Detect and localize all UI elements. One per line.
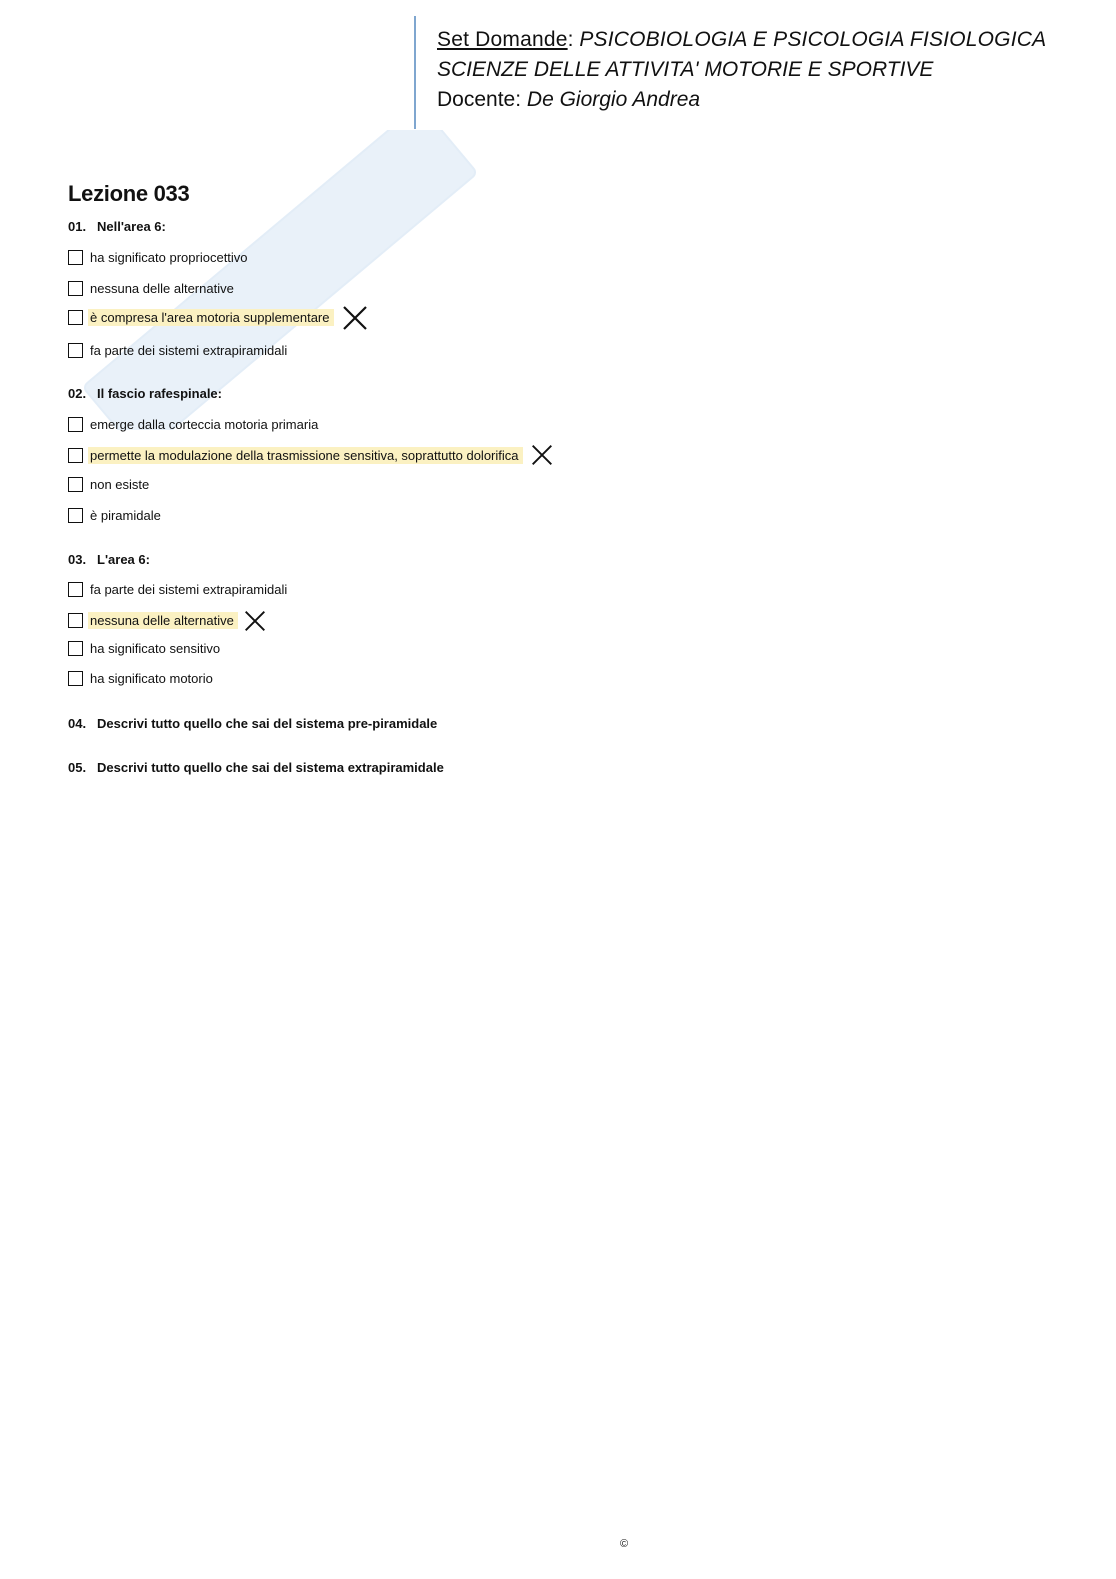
question-heading (68, 219, 166, 234)
option-label: emerge dalla corteccia motoria primaria (90, 416, 319, 432)
option-label: nessuna delle alternative (88, 612, 238, 629)
question-text: Il fascio rafespinale: (97, 386, 222, 401)
answer-option[interactable] (68, 247, 252, 267)
question-number: 02. (68, 386, 87, 401)
question-text: Descrivi tutto quello che sai del sistema extrapiramidale (97, 760, 444, 775)
option-label: ha significato propriocettivo (90, 249, 248, 265)
option-checkbox[interactable] (68, 582, 83, 597)
question-number: 03. (68, 552, 87, 567)
course-name: PSICOBIOLOGIA E PSICOLOGIA FISIOLOGICA (579, 28, 1047, 51)
cross-mark-icon (244, 610, 266, 632)
cross-mark-icon (531, 444, 553, 466)
docente-line (437, 85, 1046, 115)
option-checkbox[interactable] (68, 343, 83, 358)
option-checkbox[interactable] (68, 671, 83, 686)
answer-option[interactable] (68, 638, 224, 658)
option-label: ha significato sensitivo (90, 640, 221, 656)
option-checkbox[interactable] (68, 417, 83, 432)
option-checkbox[interactable] (68, 250, 83, 265)
answer-option[interactable] (68, 505, 165, 525)
answer-option-selected[interactable] (68, 307, 368, 327)
question-number: 01. (68, 219, 87, 234)
option-label: è compresa l'area motoria supplementare (88, 309, 334, 326)
question-text: Descrivi tutto quello che sai del sistema pre-piramidale (97, 716, 438, 731)
option-label: fa parte dei sistemi extrapiramidali (90, 342, 288, 358)
answer-option-selected[interactable] (68, 445, 553, 465)
option-label: ha significato motorio (90, 670, 213, 686)
option-label: non esiste (90, 476, 150, 492)
question-heading (68, 716, 437, 731)
option-label: nessuna delle alternative (90, 280, 234, 296)
question-heading (68, 386, 222, 401)
answer-option[interactable] (68, 668, 217, 688)
answer-option[interactable] (68, 414, 322, 434)
option-checkbox[interactable] (68, 508, 83, 523)
answer-option[interactable] (68, 579, 291, 599)
lesson-title: Lezione 033 (68, 181, 190, 206)
option-checkbox[interactable] (68, 641, 83, 656)
answer-option[interactable] (68, 340, 291, 360)
docente-name: De Giorgio Andrea (526, 88, 701, 111)
program-name: SCIENZE DELLE ATTIVITA' MOTORIE E SPORTIVE (437, 58, 934, 81)
cross-mark-icon (342, 305, 368, 331)
answer-option-selected[interactable] (68, 610, 266, 630)
option-checkbox[interactable] (68, 281, 83, 296)
set-colon: : (567, 28, 574, 51)
option-label: permette la modulazione della trasmissione sensitiva, soprattutto dolorifica (88, 447, 523, 464)
answer-option[interactable] (68, 474, 153, 494)
option-label: è piramidale (90, 507, 161, 523)
question-heading (68, 760, 444, 775)
question-number: 05. (68, 760, 87, 775)
option-checkbox[interactable] (68, 448, 83, 463)
answer-option[interactable] (68, 278, 238, 298)
question-number: 04. (68, 716, 87, 731)
question-heading (68, 552, 150, 567)
course-line (437, 25, 1046, 55)
option-checkbox[interactable] (68, 310, 83, 325)
question-text: L'area 6: (97, 552, 150, 567)
header-rule (414, 16, 416, 129)
option-checkbox[interactable] (68, 613, 83, 628)
document-header (437, 25, 1046, 115)
option-label: fa parte dei sistemi extrapiramidali (90, 581, 288, 597)
set-label: Set Domande (437, 28, 568, 51)
option-checkbox[interactable] (68, 477, 83, 492)
question-text: Nell'area 6: (97, 219, 166, 234)
copyright-symbol: © (620, 1538, 629, 1550)
docente-label: Docente: (437, 88, 522, 111)
